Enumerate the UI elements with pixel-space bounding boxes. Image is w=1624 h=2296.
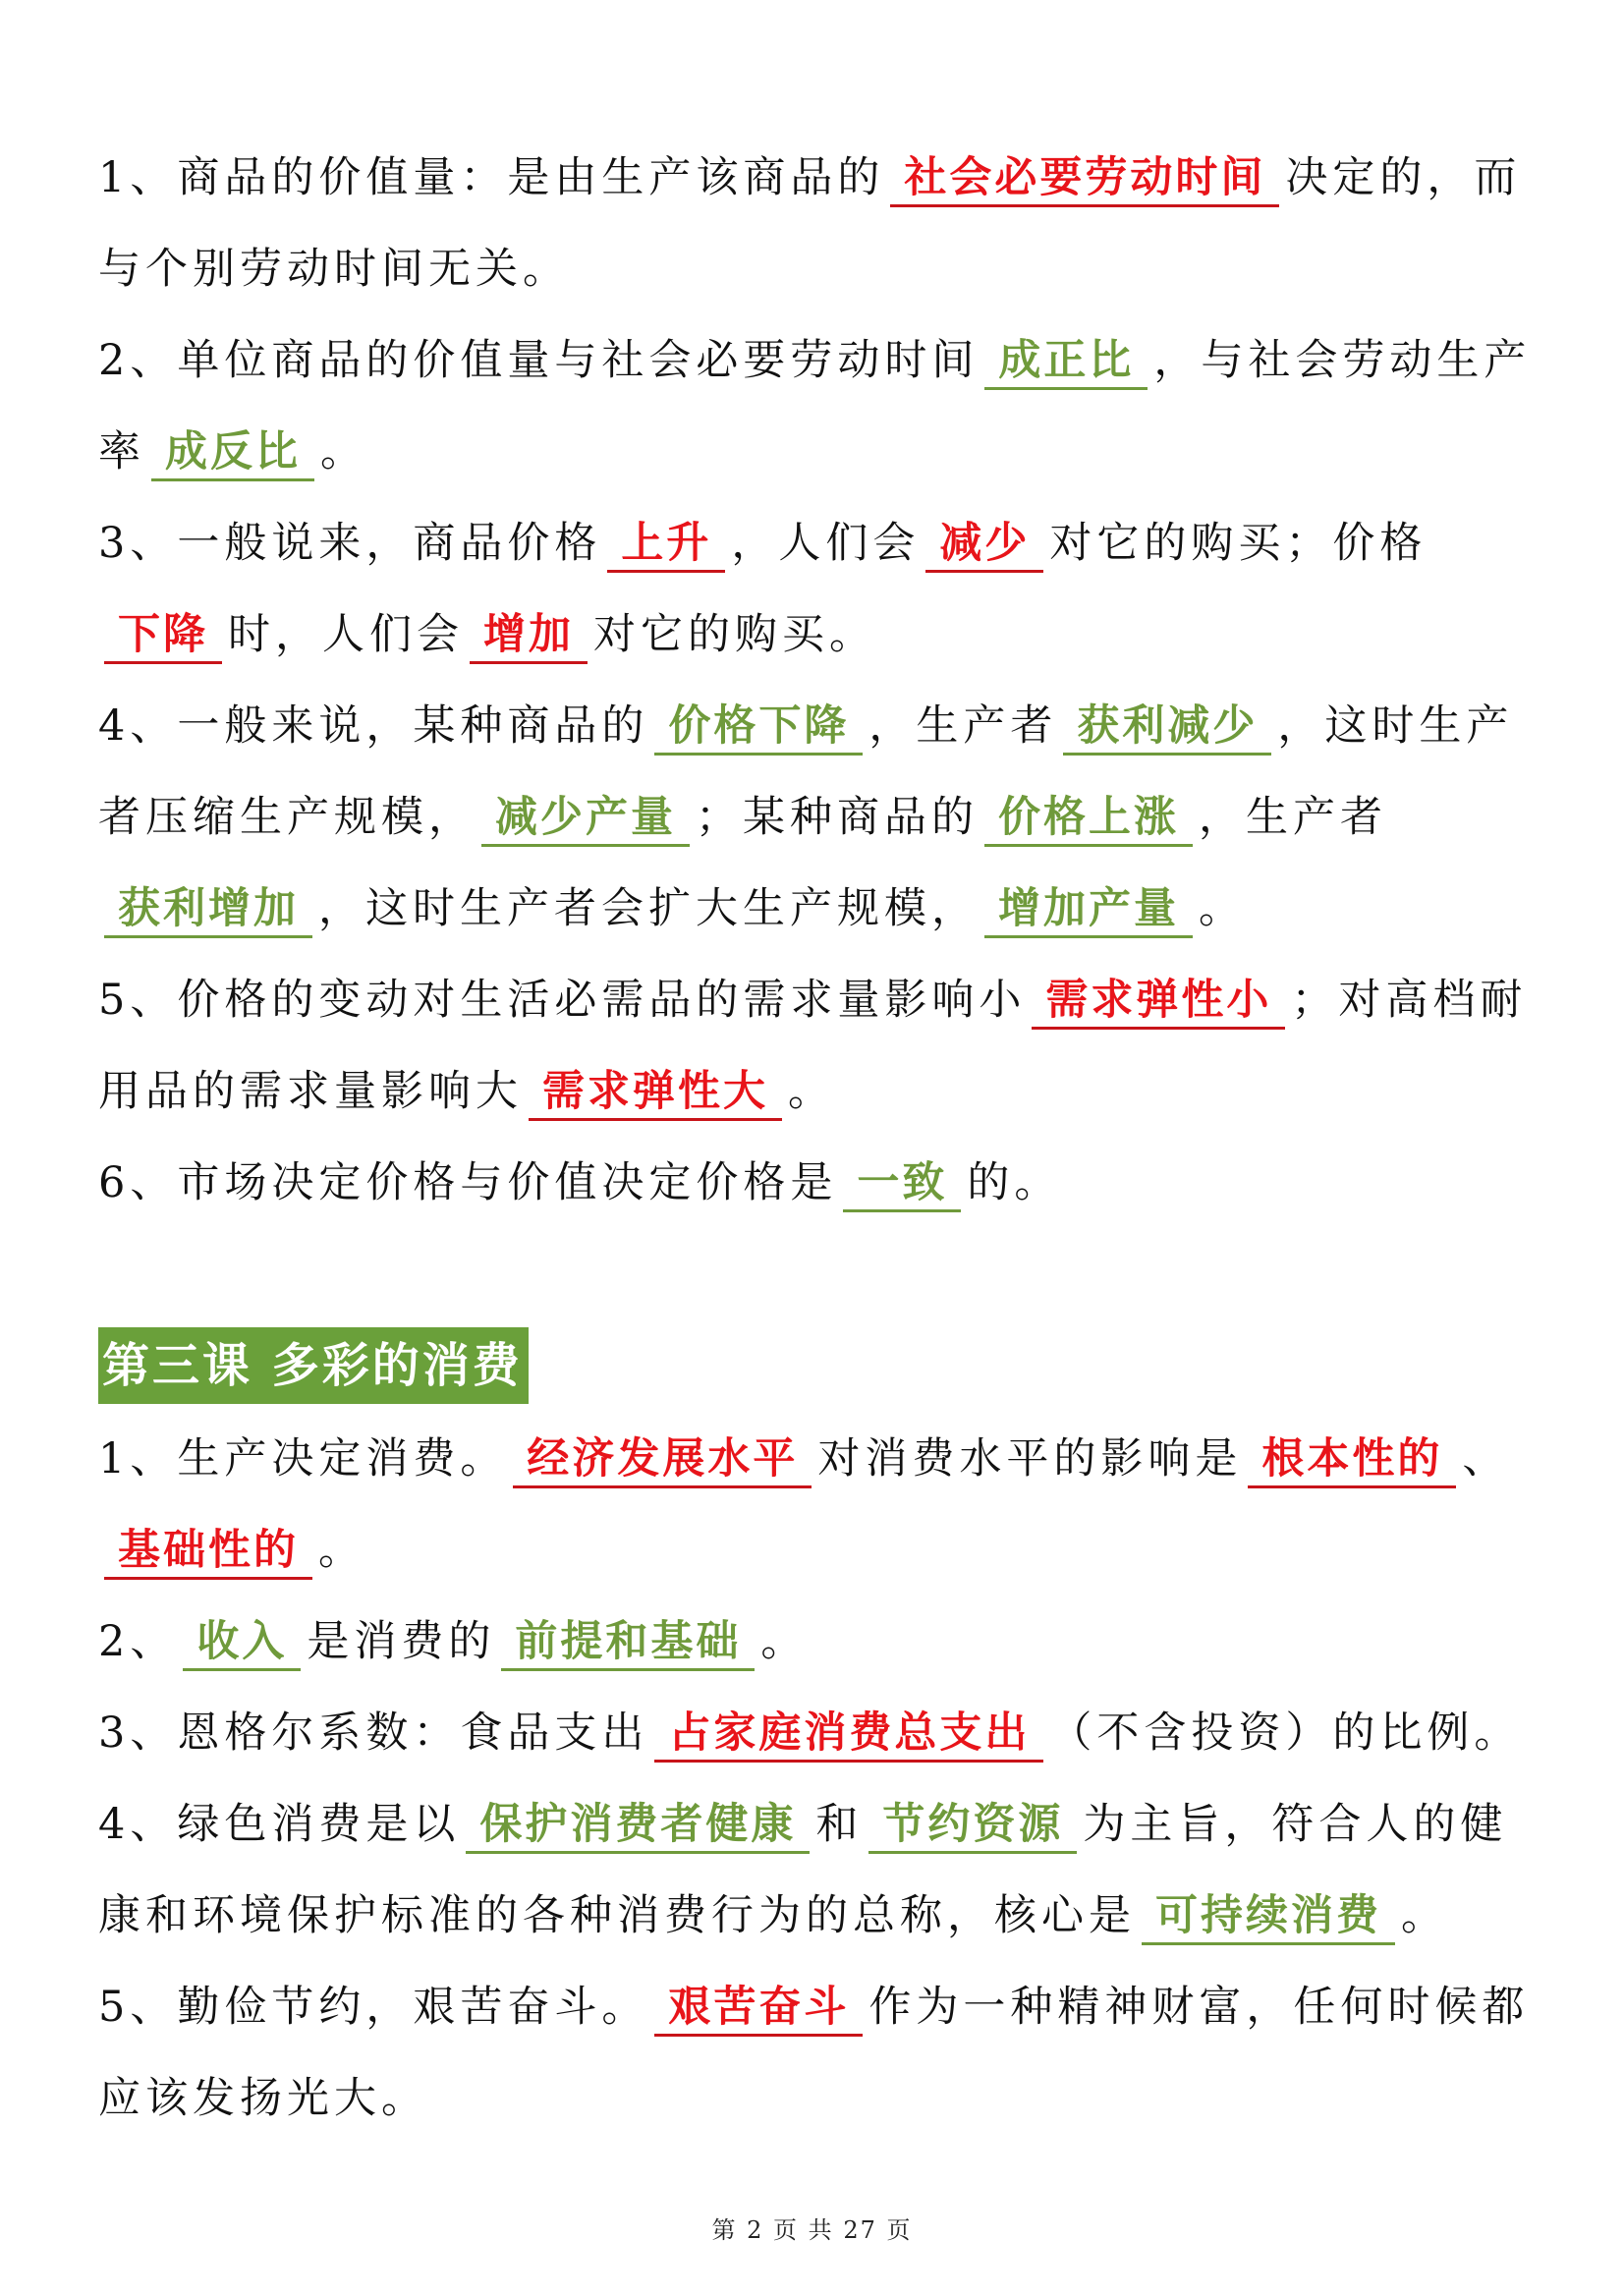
list-item: [98, 1688, 1533, 1779]
item-text: 3、一般说来，商品价格: [98, 519, 602, 568]
footer-prefix: 第: [711, 2216, 738, 2244]
item-text: ，这时生产者会扩大生产规模，: [318, 884, 979, 933]
list-item: [98, 133, 1533, 315]
answer-green: 获利增加: [104, 882, 312, 938]
item-text: 。: [1401, 1891, 1448, 1940]
item-text: ，人们会: [731, 519, 921, 568]
answer-green: 价格上涨: [984, 791, 1193, 847]
answer-red: 经济发展水平: [513, 1432, 812, 1488]
item-text: 。: [318, 1526, 365, 1575]
list-item: [98, 1596, 1533, 1688]
page-footer: [0, 2211, 1624, 2245]
answer-green: 一致: [843, 1156, 961, 1212]
answer-green: 保护消费者健康: [466, 1798, 810, 1854]
list-item: [98, 681, 1533, 955]
answer-green: 节约资源: [868, 1798, 1077, 1854]
answer-green: 增加产量: [984, 882, 1193, 938]
answer-red: 占家庭消费总支出: [654, 1707, 1043, 1763]
item-text: 时，人们会: [228, 610, 464, 659]
footer-page-number: 2: [747, 2216, 764, 2244]
list-item: [98, 1138, 1533, 1229]
footer-total-pages: 27: [843, 2216, 877, 2244]
answer-red: 需求弹性小: [1032, 974, 1285, 1030]
answer-green: 获利减少: [1063, 700, 1271, 756]
list-item: [98, 1414, 1533, 1596]
item-text: 对它的购买。: [593, 610, 876, 659]
item-text: 2、: [98, 1617, 178, 1666]
item-text: 和: [815, 1800, 864, 1849]
item-text: 决定的，而与个别劳动时间无关。: [98, 153, 1522, 294]
item-text: 4、一般来说，某种商品的: [98, 701, 649, 751]
item-text: ，这时生产者压缩生产规模，: [98, 701, 1514, 842]
item-text: 对它的购买；价格: [1049, 519, 1428, 568]
item-text: 2、单位商品的价值量与社会必要劳动时间: [98, 336, 980, 385]
answer-red: 社会必要劳动时间: [890, 151, 1279, 207]
list-item: [98, 1962, 1533, 2145]
answer-green: 收入: [183, 1615, 301, 1671]
item-text: ；某种商品的: [696, 793, 979, 842]
item-text: 6、市场决定价格与价值决定价格是: [98, 1158, 838, 1207]
item-text: 1、商品的价值量：是由生产该商品的: [98, 153, 885, 202]
list-item: [98, 498, 1533, 681]
list-item: [98, 315, 1533, 498]
item-text: 作为一种精神财富，任何时候都应该发扬光大。: [98, 1983, 1530, 2123]
item-text: 。: [788, 1067, 835, 1116]
item-text: ，与社会劳动生产率: [98, 336, 1532, 476]
answer-red: 增加: [470, 608, 588, 664]
item-text: 。: [320, 427, 367, 476]
section-heading-wrapper: [98, 1229, 1533, 1414]
answer-green: 价格下降: [654, 700, 863, 756]
list-item: [98, 1779, 1533, 1962]
item-text: ；对高档耐用品的需求量影响大: [98, 976, 1528, 1116]
item-text: 的。: [967, 1158, 1062, 1207]
item-text: 对消费水平的影响是: [817, 1434, 1243, 1484]
item-text: 5、勤俭节约，艰苦奋斗。: [98, 1983, 649, 2032]
answer-red: 艰苦奋斗: [654, 1981, 863, 2037]
answer-green: 前提和基础: [501, 1615, 755, 1671]
answer-green: 可持续消费: [1142, 1889, 1395, 1945]
list-item: [98, 955, 1533, 1138]
item-text: 3、恩格尔系数：食品支出: [98, 1708, 649, 1758]
item-text: （不含投资）的比例。: [1049, 1708, 1522, 1758]
section-consumption-items: [98, 1414, 1533, 2145]
item-text: 是消费的: [307, 1617, 496, 1666]
answer-red: 下降: [104, 608, 222, 664]
answer-red: 减少: [925, 517, 1043, 573]
item-text: ，生产者: [868, 701, 1058, 751]
answer-red: 根本性的: [1248, 1432, 1456, 1488]
footer-middle: 页 共: [773, 2216, 834, 2244]
answer-green: 成反比: [151, 425, 314, 481]
answer-red: 基础性的: [104, 1524, 312, 1580]
item-text: 为主旨，符合人的健康和环境保护标准的各种消费行为的总称，核心是: [98, 1800, 1508, 1940]
item-text: 。: [1199, 884, 1246, 933]
footer-suffix: 页: [886, 2216, 913, 2244]
section-heading: 第三课 多彩的消费: [98, 1327, 529, 1404]
item-text: 1、生产决定消费。: [98, 1434, 508, 1484]
item-text: 。: [760, 1617, 809, 1666]
item-text: 5、价格的变动对生活必需品的需求量影响小: [98, 976, 1027, 1025]
answer-red: 需求弹性大: [529, 1065, 782, 1121]
answer-green: 成正比: [984, 334, 1148, 390]
answer-green: 减少产量: [481, 791, 690, 847]
item-text: 、: [1462, 1434, 1510, 1484]
item-text: ，生产者: [1199, 793, 1387, 842]
content-area: [98, 133, 1533, 2145]
section-price-items: [98, 133, 1533, 1229]
answer-red: 上升: [607, 517, 725, 573]
item-text: 4、绿色消费是以: [98, 1800, 461, 1849]
